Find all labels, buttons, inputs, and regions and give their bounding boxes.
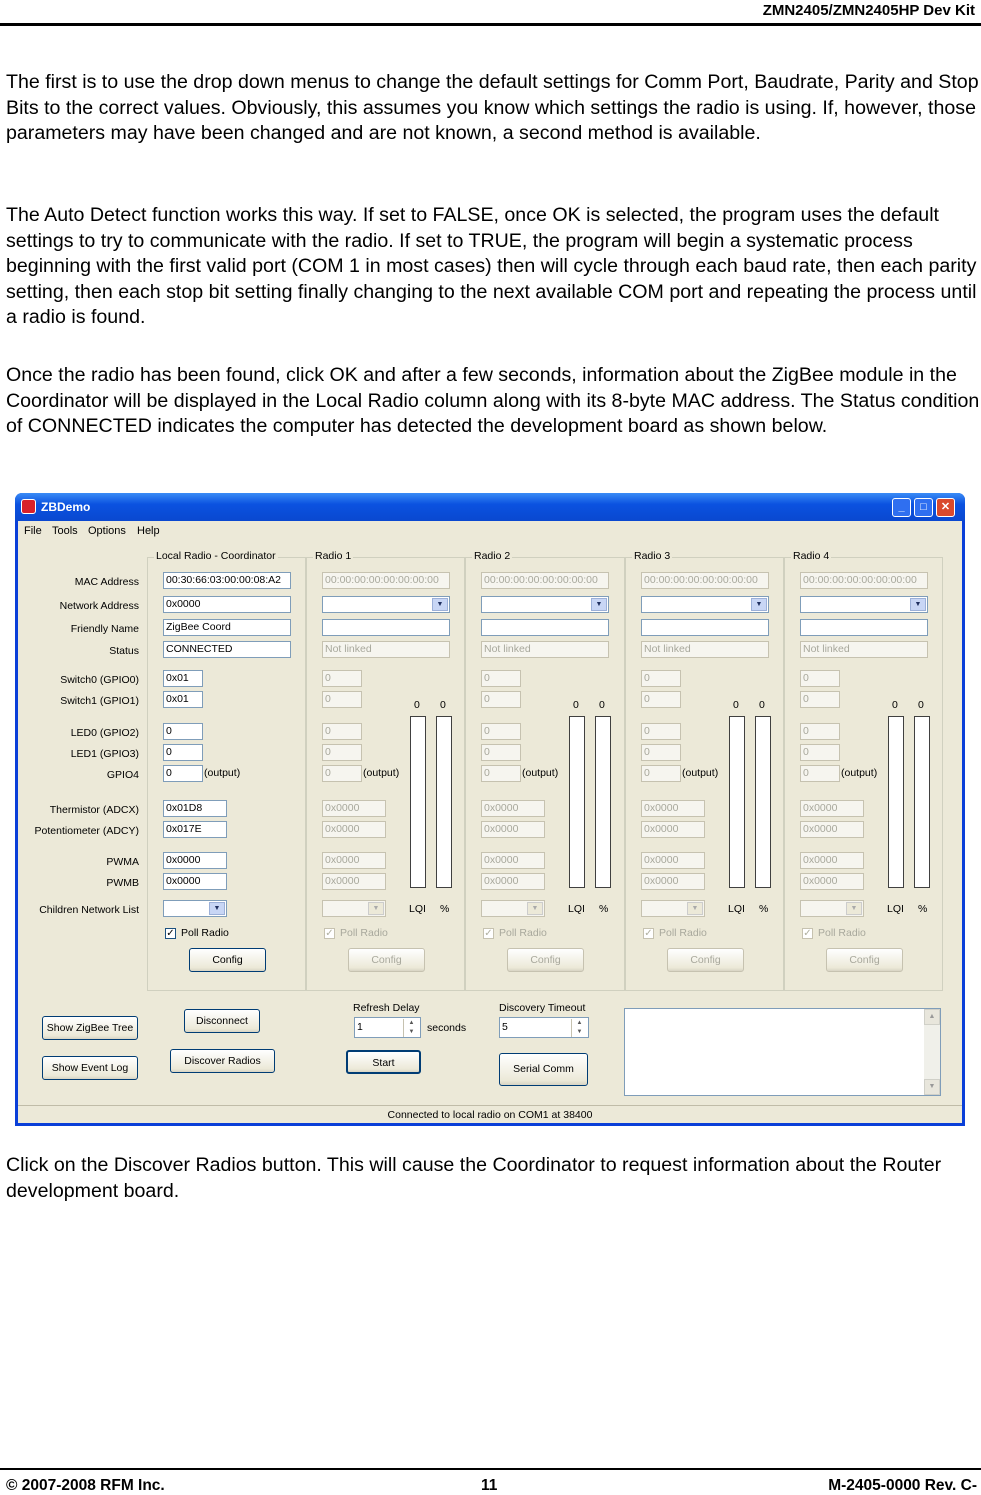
header-rule	[0, 23, 981, 26]
radio-2-pwmb-field[interactable]: 0x0000	[481, 873, 545, 890]
seconds-label: seconds	[427, 1022, 467, 1034]
local-led1-field[interactable]: 0	[163, 744, 203, 761]
menu-options[interactable]: Options	[88, 525, 126, 537]
refresh-delay-label: Refresh Delay	[353, 1002, 420, 1014]
radio-1-switch0-field[interactable]: 0	[322, 670, 362, 687]
chevron-down-icon[interactable]: ▼	[209, 902, 225, 915]
radio-1-switch1-field[interactable]: 0	[322, 691, 362, 708]
radio-2-gpio4-field[interactable]: 0	[481, 765, 521, 782]
show-zigbee-tree-button[interactable]: Show ZigBee Tree	[42, 1016, 138, 1040]
radio-4-pwmb-field[interactable]: 0x0000	[800, 873, 864, 890]
close-icon[interactable]: ✕	[936, 498, 955, 517]
minimize-icon[interactable]: _	[892, 498, 911, 517]
local-status-field[interactable]: CONNECTED	[163, 641, 291, 658]
radio-2-mac-field[interactable]: 00:00:00:00:00:00:00:00	[481, 572, 609, 589]
paragraph-2: The Auto Detect function works this way. If set to FALSE, once OK is selected, the program uses the default settings to try to communicate with the radio. If set to TRUE, the program will begin a systematic process beginning with the first valid port (COM 1 in most cases) then will cycle through each baud rate, then each parity setting, then each stop bit setting finally changing to the next available COM port and repeating the process until a radio is found.	[6, 204, 977, 328]
radio-2-lqi-label: LQI	[568, 903, 585, 915]
local-mac-field[interactable]: 00:30:66:03:00:00:08:A2	[163, 572, 291, 589]
local-radio-title: Local Radio - Coordinator	[156, 550, 276, 562]
local-potentiometer-field[interactable]: 0x017E	[163, 821, 227, 838]
radio-1-gpio4-field[interactable]: 0	[322, 765, 362, 782]
label-thermistor: Thermistor (ADCX)	[49, 804, 139, 816]
radio-3-led0-field[interactable]: 0	[641, 723, 681, 740]
radio-4-mac-field[interactable]: 00:00:00:00:00:00:00:00	[800, 572, 928, 589]
radio-4-led0-field[interactable]: 0	[800, 723, 840, 740]
radio-2-config-button[interactable]: Config	[507, 948, 584, 972]
radio-1-poll-checkbox[interactable]: ✓	[325, 928, 334, 939]
discover-radios-button[interactable]: Discover Radios	[170, 1049, 275, 1073]
label-network: Network Address	[59, 600, 139, 612]
radio-2-poll-checkbox[interactable]: ✓	[484, 928, 493, 939]
radio-2-pct-label: %	[599, 903, 609, 915]
radio-2-percent-bar	[595, 716, 611, 888]
radio-2-status-field[interactable]: Not linked	[481, 641, 609, 658]
radio-1-mac-field[interactable]: 00:00:00:00:00:00:00:00	[322, 572, 450, 589]
label-switch0: Switch0 (GPIO0)	[60, 674, 139, 686]
radio-4-gpio4-field[interactable]: 0	[800, 765, 840, 782]
local-friendly-field[interactable]: ZigBee Coord	[163, 619, 291, 636]
radio-2-lqi-value: 0	[573, 699, 579, 711]
radio-4-poll-checkbox[interactable]: ✓	[803, 928, 812, 939]
radio-3-poll-checkbox[interactable]: ✓	[644, 928, 653, 939]
radio-1-title: Radio 1	[315, 550, 352, 562]
radio-3-pwma-field[interactable]: 0x0000	[641, 852, 705, 869]
radio-3-thermistor-field[interactable]: 0x0000	[641, 800, 705, 817]
footer-page-number: 11	[481, 1477, 498, 1494]
radio-1-thermistor-field[interactable]: 0x0000	[322, 800, 386, 817]
zbdemo-window	[15, 493, 965, 1126]
radio-3-group	[625, 550, 784, 991]
label-led0: LED0 (GPIO2)	[70, 727, 139, 739]
status-bar: Connected to local radio on COM1 at 38400	[18, 1105, 962, 1124]
label-gpio4: GPIO4	[106, 769, 139, 781]
radio-4-children-dropdown[interactable]	[800, 900, 864, 917]
radio-1-pwma-field[interactable]: 0x0000	[322, 852, 386, 869]
radio-3-output-label: (output)	[682, 767, 719, 779]
radio-3-pwmb-field[interactable]: 0x0000	[641, 873, 705, 890]
radio-1-pwmb-field[interactable]: 0x0000	[322, 873, 386, 890]
radio-1-potentiometer-field[interactable]: 0x0000	[322, 821, 386, 838]
radio-4-lqi-bar	[888, 716, 904, 888]
footer-rule	[0, 1468, 981, 1470]
radio-1-pct-label: %	[440, 903, 450, 915]
radio-3-percent-bar	[755, 716, 771, 888]
radio-4-friendly-field[interactable]	[800, 619, 928, 636]
paragraph-4: Click on the Discover Radios button. This will cause the Coordinator to request information about the Router development board.	[6, 1154, 942, 1202]
scroll-up-icon[interactable]: ▲	[924, 1009, 940, 1025]
title-bar[interactable]	[15, 493, 965, 521]
local-output-label: (output)	[204, 767, 241, 779]
radio-3-switch0-field[interactable]: 0	[641, 670, 681, 687]
radio-3-lqi-value: 0	[733, 699, 739, 711]
radio-3-pct-value: 0	[759, 699, 765, 711]
chevron-down-icon[interactable]: ▼	[591, 598, 607, 611]
local-pwma-field[interactable]: 0x0000	[163, 852, 227, 869]
radio-3-led1-field[interactable]: 0	[641, 744, 681, 761]
radio-4-thermistor-field[interactable]: 0x0000	[800, 800, 864, 817]
radio-4-lqi-value: 0	[892, 699, 898, 711]
timeout-spinner-icon[interactable]: ▲ ▼	[571, 1019, 587, 1038]
disconnect-button[interactable]: Disconnect	[184, 1009, 260, 1033]
radio-2-lqi-bar	[569, 716, 585, 888]
serial-comm-button[interactable]: Serial Comm	[499, 1053, 588, 1086]
radio-2-switch0-field[interactable]: 0	[481, 670, 521, 687]
chevron-down-icon[interactable]: ▼	[846, 902, 862, 915]
radio-1-status-field[interactable]: Not linked	[322, 641, 450, 658]
app-icon	[21, 499, 36, 514]
chevron-down-icon[interactable]: ▼	[687, 902, 703, 915]
chevron-down-icon[interactable]: ▼	[527, 902, 543, 915]
menu-bar	[18, 521, 962, 541]
radio-1-led0-field[interactable]: 0	[322, 723, 362, 740]
local-switch1-field[interactable]: 0x01	[163, 691, 203, 708]
radio-1-lqi-value: 0	[414, 699, 420, 711]
radio-2-potentiometer-field[interactable]: 0x0000	[481, 821, 545, 838]
discovery-timeout-value: 5	[502, 1021, 508, 1033]
radio-1-poll-label: Poll Radio	[340, 927, 388, 939]
local-led0-field[interactable]: 0	[163, 723, 203, 740]
radio-1-network-dropdown[interactable]	[322, 596, 450, 613]
radio-2-switch1-field[interactable]: 0	[481, 691, 521, 708]
radio-4-group	[784, 550, 943, 991]
menu-help[interactable]: Help	[137, 525, 160, 537]
label-pwma: PWMA	[106, 856, 139, 868]
radio-3-gpio4-field[interactable]: 0	[641, 765, 681, 782]
radio-3-poll-label: Poll Radio	[659, 927, 707, 939]
label-led1: LED1 (GPIO3)	[70, 748, 139, 760]
start-button[interactable]: Start	[346, 1050, 421, 1074]
label-potentiometer: Potentiometer (ADCY)	[34, 825, 139, 837]
chevron-down-icon[interactable]: ▼	[432, 598, 448, 611]
radio-2-group	[465, 550, 625, 991]
local-radio-group	[147, 550, 306, 991]
local-pwmb-field[interactable]: 0x0000	[163, 873, 227, 890]
radio-3-lqi-bar	[729, 716, 745, 888]
refresh-delay-input[interactable]	[354, 1017, 421, 1038]
radio-1-lqi-label: LQI	[409, 903, 426, 915]
menu-tools[interactable]: Tools	[52, 525, 78, 537]
radio-3-mac-field[interactable]: 00:00:00:00:00:00:00:00	[641, 572, 769, 589]
radio-1-children-dropdown[interactable]	[322, 900, 386, 917]
radio-2-output-label: (output)	[522, 767, 559, 779]
label-status: Status	[109, 645, 139, 657]
local-network-field[interactable]: 0x0000	[163, 596, 291, 613]
radio-3-config-button[interactable]: Config	[667, 948, 744, 972]
radio-2-network-dropdown[interactable]	[481, 596, 609, 613]
radio-1-config-button[interactable]: Config	[348, 948, 425, 972]
discovery-timeout-input[interactable]	[499, 1017, 589, 1038]
label-children: Children Network List	[39, 904, 139, 916]
radio-1-group	[306, 550, 465, 991]
radio-4-lqi-label: LQI	[887, 903, 904, 915]
radio-4-network-dropdown[interactable]	[800, 596, 928, 613]
radio-4-potentiometer-field[interactable]: 0x0000	[800, 821, 864, 838]
radio-4-switch0-field[interactable]: 0	[800, 670, 840, 687]
radio-4-title: Radio 4	[793, 550, 830, 562]
radio-1-lqi-bar	[410, 716, 426, 888]
chevron-down-icon[interactable]: ▼	[751, 598, 767, 611]
local-poll-checkbox[interactable]: ✓	[166, 928, 175, 939]
menu-file[interactable]: File	[24, 525, 42, 537]
local-config-button[interactable]: Config	[189, 948, 266, 972]
radio-4-percent-bar	[914, 716, 930, 888]
paragraph-1: The first is to use the drop down menus to change the default settings for Comm Port, Baudrate, Parity and Stop Bits to the correct values. Obviously, this assumes you know which settings the radio is using. If, however, those parameters may have been changed and are not known, a second method is available.	[6, 71, 979, 144]
radio-2-thermistor-field[interactable]: 0x0000	[481, 800, 545, 817]
paragraph-3: Once the radio has been found, click OK and after a few seconds, information about the ZigBee module in the Coordinator will be displayed in the Local Radio column along with its 8-byte MAC address. The Status condition of CONNECTED indicates the computer has detected the development board as shown below.	[6, 364, 980, 437]
radio-3-lqi-label: LQI	[728, 903, 745, 915]
header-title: ZMN2405/ZMN2405HP Dev Kit	[762, 2, 975, 19]
radio-4-switch1-field[interactable]: 0	[800, 691, 840, 708]
window-client	[18, 521, 962, 1123]
radio-2-children-dropdown[interactable]	[481, 900, 545, 917]
radio-2-pct-value: 0	[599, 699, 605, 711]
label-pwmb: PWMB	[106, 877, 139, 889]
radio-2-friendly-field[interactable]	[481, 619, 609, 636]
footer-doc-number: M-2405-0000 Rev. C-	[828, 1477, 977, 1494]
discovery-timeout-label: Discovery Timeout	[499, 1002, 586, 1014]
local-poll-label: Poll Radio	[181, 927, 229, 939]
radio-3-title: Radio 3	[634, 550, 671, 562]
maximize-icon[interactable]: □	[914, 498, 933, 517]
radio-3-network-dropdown[interactable]	[641, 596, 769, 613]
radio-3-switch1-field[interactable]: 0	[641, 691, 681, 708]
radio-4-led1-field[interactable]: 0	[800, 744, 840, 761]
radio-2-led0-field[interactable]: 0	[481, 723, 521, 740]
radio-1-led1-field[interactable]: 0	[322, 744, 362, 761]
radio-4-status-field[interactable]: Not linked	[800, 641, 928, 658]
radio-3-potentiometer-field[interactable]: 0x0000	[641, 821, 705, 838]
scroll-down-icon[interactable]: ▼	[924, 1079, 940, 1095]
radio-3-friendly-field[interactable]	[641, 619, 769, 636]
radio-4-config-button[interactable]: Config	[826, 948, 903, 972]
label-switch1: Switch1 (GPIO1)	[60, 695, 139, 707]
log-scrollbar[interactable]	[924, 1009, 940, 1095]
radio-4-pct-label: %	[918, 903, 928, 915]
window-title: ZBDemo	[41, 500, 91, 514]
event-log-textarea[interactable]	[624, 1008, 941, 1096]
local-children-dropdown[interactable]	[163, 900, 227, 917]
local-thermistor-field[interactable]: 0x01D8	[163, 800, 227, 817]
radio-1-percent-bar	[436, 716, 452, 888]
label-friendly: Friendly Name	[70, 623, 139, 635]
chevron-down-icon[interactable]: ▼	[368, 902, 384, 915]
radio-2-poll-label: Poll Radio	[499, 927, 547, 939]
radio-4-pct-value: 0	[918, 699, 924, 711]
refresh-spinner-icon[interactable]: ▲ ▼	[403, 1019, 419, 1038]
show-event-log-button[interactable]: Show Event Log	[42, 1056, 138, 1080]
chevron-down-icon[interactable]: ▼	[910, 598, 926, 611]
radio-1-friendly-field[interactable]	[322, 619, 450, 636]
radio-3-pct-label: %	[759, 903, 769, 915]
refresh-delay-value: 1	[357, 1021, 363, 1033]
radio-3-status-field[interactable]: Not linked	[641, 641, 769, 658]
footer-copyright: © 2007-2008 RFM Inc.	[6, 1477, 165, 1494]
radio-1-pct-value: 0	[440, 699, 446, 711]
local-gpio4-field[interactable]: 0	[163, 765, 203, 782]
radio-2-title: Radio 2	[474, 550, 511, 562]
radio-4-pwma-field[interactable]: 0x0000	[800, 852, 864, 869]
radio-2-pwma-field[interactable]: 0x0000	[481, 852, 545, 869]
radio-4-output-label: (output)	[841, 767, 878, 779]
radio-2-led1-field[interactable]: 0	[481, 744, 521, 761]
radio-1-output-label: (output)	[363, 767, 400, 779]
radio-4-poll-label: Poll Radio	[818, 927, 866, 939]
radio-3-children-dropdown[interactable]	[641, 900, 705, 917]
label-mac: MAC Address	[74, 576, 139, 588]
local-switch0-field[interactable]: 0x01	[163, 670, 203, 687]
